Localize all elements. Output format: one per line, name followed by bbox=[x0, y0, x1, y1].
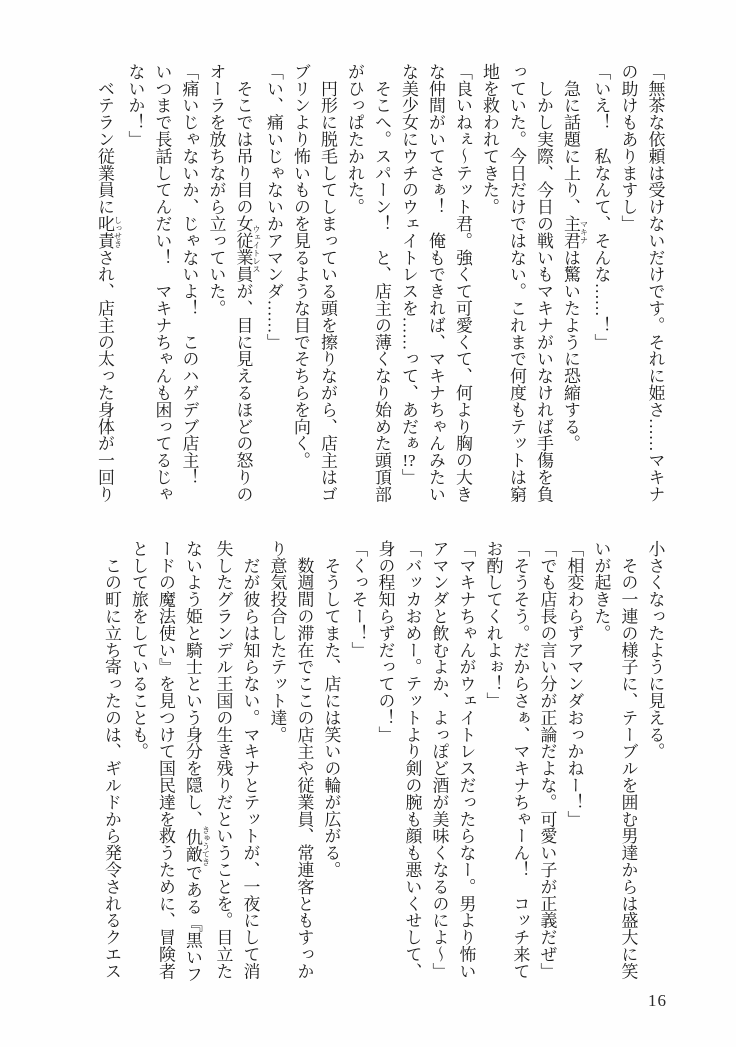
text-column: 「マキナちゃんがウェイトレスだったらなー。男より怖い bbox=[457, 540, 476, 980]
text-column: その一連の様子に、テーブルを囲む男達からは盛大に笑 bbox=[619, 540, 638, 980]
text-column: な仲間がいてさぁ！ 俺もできれば、マキナちゃんみたい bbox=[426, 63, 446, 503]
text-column: 失したグランデル王国の生き残りだということを。目立た bbox=[214, 540, 233, 980]
text-column: お酌してくれよぉ！」 bbox=[484, 540, 503, 709]
text-column: ブリンより怖いものを見るような目でそちらを向く。 bbox=[291, 63, 311, 469]
text-column: 円形に脱毛してしまっている頭を擦りながら、店主はゴ bbox=[318, 63, 338, 503]
text-column: だが彼らは知らない。マキナとテットが、一夜にして消 bbox=[241, 540, 260, 980]
text-column: 数週間の滞在でここの店主や従業員、常連客ともすっか bbox=[295, 540, 314, 980]
text-column: ベテラン従業員に叱責 しっせきされ、店主の太った身体が一回り bbox=[95, 63, 123, 503]
text-column: 「くっそー！」 bbox=[349, 540, 368, 659]
text-column: 急に話題に上り、主君 マキナは驚いたように恐縮する。 bbox=[561, 63, 589, 452]
text-column: オーラを放ちながら立っていた。 bbox=[207, 63, 226, 317]
tatechuyoko-exclamation: !? bbox=[402, 451, 416, 469]
text-column: がひっぱたかれた。 bbox=[345, 63, 365, 216]
text-column: 「良いねぇ〜テット君。強くて可愛くて、何より胸の大き bbox=[453, 63, 473, 503]
text-column: 「そうそう。だからさぁ、マキナちゃーん！ コッチ来て bbox=[511, 540, 530, 980]
text-column: 「いえ！ 私なんて、そんな……！」 bbox=[592, 63, 611, 351]
text-column: 地を救われてきた。 bbox=[480, 63, 500, 216]
text-column: 小さくなったように見える。 bbox=[646, 540, 665, 760]
text-column: そこでは吊り目の女従業員 ウェイトレスが、目に見えるほどの怒りの bbox=[234, 63, 261, 503]
text-block-bottom bbox=[99, 540, 670, 988]
text-column: ないよう姫と騎士という身分を隠し、仇敵 きゅうてきである『黒いフ bbox=[183, 540, 211, 983]
ruby-annotated-word: 仇敵 きゅうてき bbox=[183, 825, 211, 866]
text-block-top bbox=[92, 63, 670, 511]
text-column: しかし実際、今日の戦いもマキナがいなければ手傷を負 bbox=[534, 63, 554, 503]
ruby-annotated-word: 叱責 しっせき bbox=[95, 215, 123, 249]
text-column: 「でも店長の言い分が正論だよな。可愛い子が正義だぜ」 bbox=[538, 540, 557, 980]
text-column: 「無茶な依頼は受けないだけです。それに姫さ……マキナ bbox=[646, 63, 665, 503]
text-column: ないか！」 bbox=[126, 63, 145, 148]
text-column: り意気投合したテット達。 bbox=[268, 540, 287, 743]
ruby-annotated-word: 女従業員 ウェイトレス bbox=[234, 215, 261, 283]
text-column: いが起きた。 bbox=[592, 540, 611, 642]
ruby-annotated-word: 主君 マキナ bbox=[561, 215, 589, 249]
text-column: っていた。今日だけではない。これまで何度もテットは窮 bbox=[507, 63, 527, 503]
text-column: 身の程知らずだっての！」 bbox=[376, 540, 395, 743]
text-column: 「相変わらずアマンダおっかねー！」 bbox=[565, 540, 584, 828]
text-column: ードの魔法使い』を見つけて国民達を救うために、冒険者 bbox=[156, 540, 176, 980]
text-column: の助けもありますし」 bbox=[619, 63, 638, 232]
text-column: この町に立ち寄ったのは、ギルドから発令されるクエス bbox=[102, 540, 122, 980]
text-column: いつまで長話してんだい！ マキナちゃんも困ってるじゃ bbox=[153, 63, 172, 503]
page-number: 16 bbox=[648, 991, 667, 1010]
text-column: な美少女にウチのウェイトレスを……って、あだぁ!?」 bbox=[399, 63, 419, 486]
text-column: そうしてまた、店には笑いの輪が広がる。 bbox=[322, 540, 341, 878]
text-column: そこへ。スパーン！ と、店主の薄くなり始めた頭頂部 bbox=[372, 63, 392, 503]
text-column: として旅をしていることも。 bbox=[129, 540, 149, 760]
text-column: 「い、痛いじゃないかアマンダ……」 bbox=[264, 63, 284, 351]
text-column: 「バッカおめー。テットより剣の腕も顔も悪いくせして、 bbox=[403, 540, 422, 980]
text-column: アマンダと飲むよか、よっぽど酒が美味くなるのによ〜」 bbox=[430, 540, 449, 980]
text-column: 「痛いじゃないか、じゃないよ！ このハゲデブ店主！ bbox=[180, 63, 199, 486]
